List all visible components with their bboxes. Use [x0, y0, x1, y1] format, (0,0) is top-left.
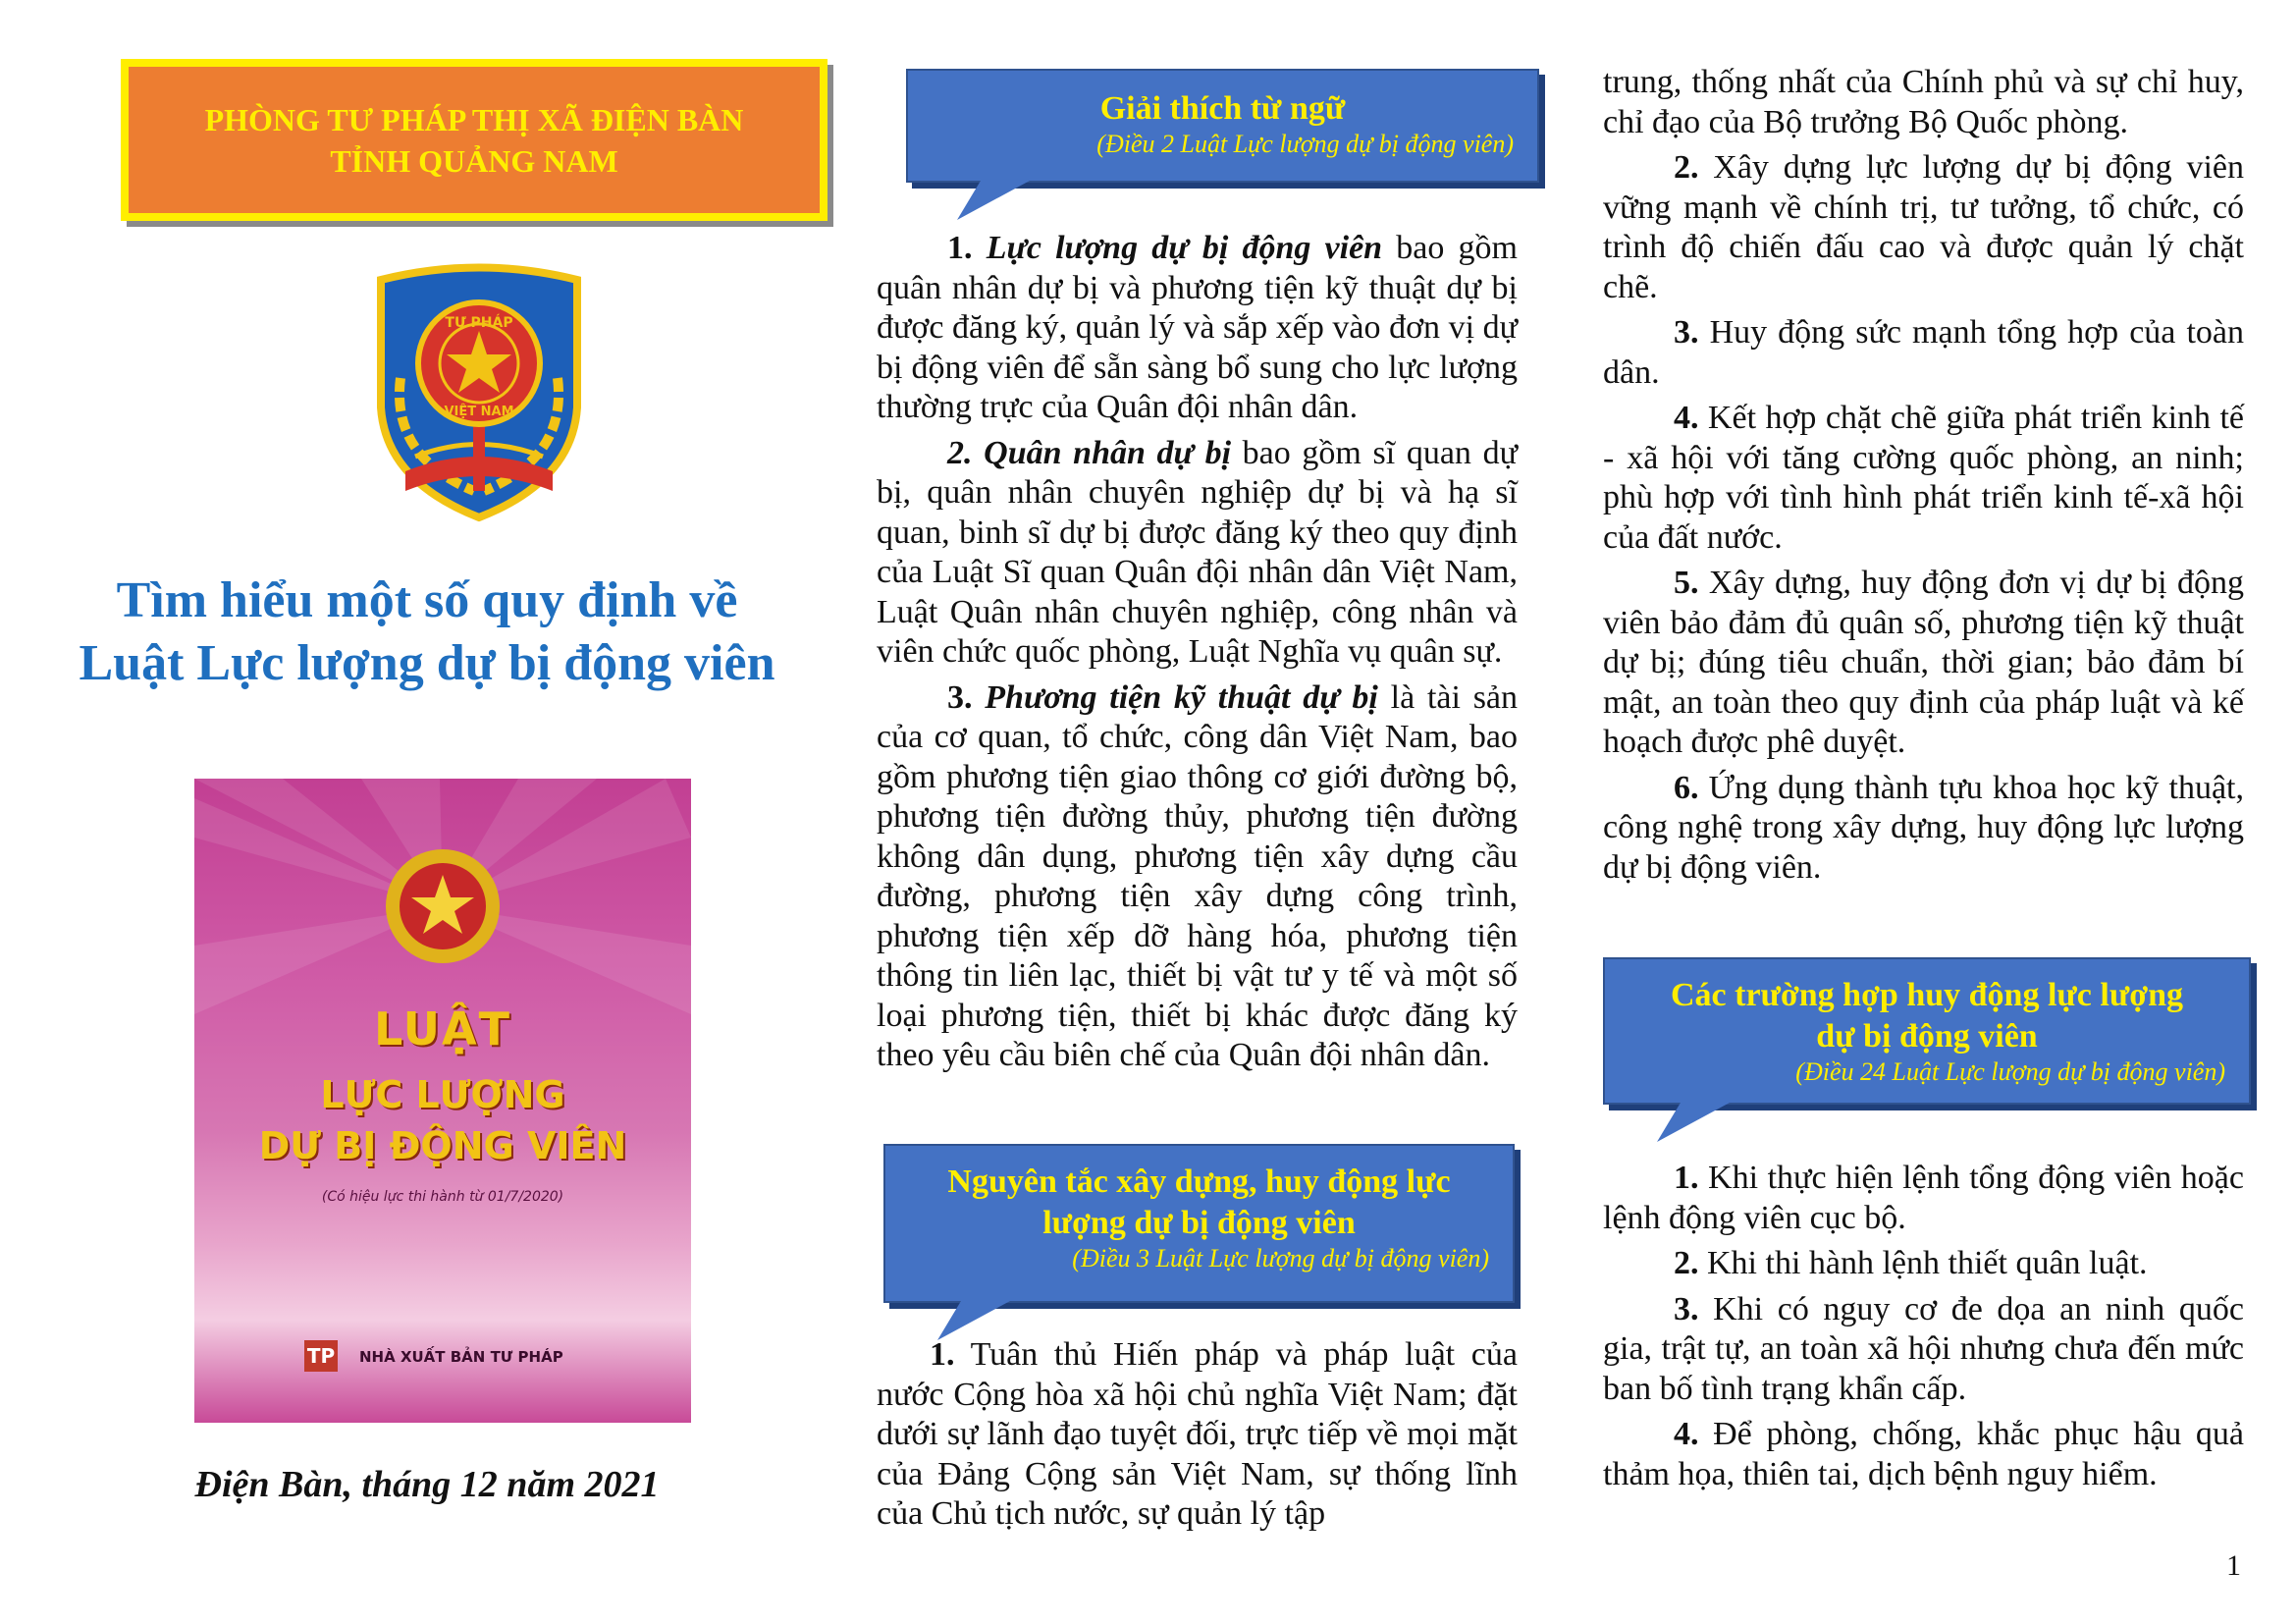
- definitions-text: [877, 229, 1518, 1082]
- section-heading-principles: [883, 1144, 1515, 1303]
- definition-item-1: 1. Lực lượng dự bị động viên bao gồm quân nhân dự bị và phương tiện kỹ thuật dự bị được đăng ký, quản lý và sắp xếp vào đơn vị dự bị động viên để sẵn sàng bổ sung cho lực lượng thường trực của Quân đội nhân dân.: [877, 230, 1518, 425]
- section-title-principles-1: Nguyên tắc xây dựng, huy động lực: [947, 1164, 1451, 1200]
- book-title-luc-luong: LỰC LƯỢNG: [320, 1073, 565, 1116]
- principles-text-continued: [1603, 63, 2244, 893]
- main-title: [29, 569, 825, 695]
- section-title-principles-2: lượng dự bị động viên: [1042, 1205, 1356, 1241]
- section-title-cases-1: Các trường hợp huy động lực lượng: [1670, 977, 2183, 1013]
- section-heading-cases: [1603, 957, 2251, 1105]
- book-effective-note: (Có hiệu lực thi hành từ 01/7/2020): [321, 1189, 564, 1205]
- callout-tail: [1657, 1103, 1735, 1144]
- case-item-2: 2. Khi thi hành lệnh thiết quân luật.: [1674, 1245, 2148, 1281]
- main-title-line-1: Tìm hiểu một số quy định về: [116, 572, 738, 628]
- publisher-logo: TP: [304, 1340, 338, 1372]
- main-title-line-2: Luật Lực lượng dự bị động viên: [79, 635, 775, 691]
- book-publisher: NHÀ XUẤT BẢN TƯ PHÁP: [359, 1348, 563, 1366]
- principle-item-1-continued: trung, thống nhất của Chính phủ và sự chỉ huy, chỉ đạo của Bộ trưởng Bộ Quốc phòng.: [1603, 64, 2244, 140]
- book-cover-image: [194, 779, 691, 1423]
- page-number: 1: [2226, 1549, 2241, 1582]
- principle-item-5: 5. Xây dựng, huy động đơn vị dự bị động viên bảo đảm đủ quân số, phương tiện kỹ thuật dự bị; đúng tiêu chuẩn, thời gian; bảo đảm bí mật, an toàn theo quy định của pháp luật và kế hoạch được phê duyệt.: [1603, 565, 2244, 760]
- callout-tail: [957, 181, 1036, 222]
- office-line-2: TỈNH QUẢNG NAM: [330, 142, 618, 179]
- definition-item-2: 2. Quân nhân dự bị bao gồm sĩ quan dự bị, quân nhân chuyên nghiệp dự bị và hạ sĩ quan, binh sĩ dự bị được đăng ký theo quy định của Luật Sĩ quan Quân đội nhân dân Việt Nam, Luật Quân nhân chuyên nghiệp, công nhân và viên chức quốc phòng, Luật Nghĩa vụ quân sự.: [877, 434, 1519, 670]
- principle-item-3: 3. Huy động sức mạnh tổng hợp của toàn dân.: [1603, 314, 2244, 391]
- section-ref-definitions: (Điều 2 Luật Lực lượng dự bị động viên): [1096, 130, 1514, 158]
- section-title-definitions: Giải thích từ ngữ: [1099, 90, 1346, 127]
- book-title-luat: LUẬT: [373, 1002, 511, 1056]
- principle-item-2: 2. Xây dựng lực lượng dự bị động viên vững mạnh về chính trị, tư tưởng, tổ chức, có trình độ chiến đấu cao và được quản lý chặt chẽ.: [1603, 149, 2244, 305]
- case-item-1: 1. Khi thực hiện lệnh tổng động viên hoặc lệnh động viên cục bộ.: [1603, 1160, 2244, 1236]
- case-item-3: 3. Khi có nguy cơ đe dọa an ninh quốc gia, trật tự, an toàn xã hội nhưng chưa đến mức ban bố tình trạng khẩn cấp.: [1603, 1290, 2244, 1407]
- section-title-cases-2: dự bị động viên: [1816, 1018, 2038, 1055]
- justice-emblem-logo: [361, 260, 597, 525]
- principle-item-1: 1. Tuân thủ Hiến pháp và pháp luật của nước Cộng hòa xã hội chủ nghĩa Việt Nam; đặt dưới sự lãnh đạo tuyệt đối, trực tiếp về mọi mặt của Đảng Cộng sản Việt Nam, sự thống lĩnh của Chủ tịch nước, sự quản lý tập: [877, 1336, 1518, 1532]
- definition-item-3: 3. Phương tiện kỹ thuật dự bị là tài sản của cơ quan, tổ chức, công dân Việt Nam, bao gồm phương tiện giao thông cơ giới đường bộ, phương tiện đường thủy, phương tiện đường không dân dụng, phương tiện xây dựng cầu đường, phương tiện xây dựng công trình, phương tiện xếp dỡ hàng hóa, phương tiện thông tin liên lạc, thiết bị vật tư y tế và một số loại phương tiện, thiết bị khác được đăng ký theo yêu cầu biên chế của Quân đội nhân dân.: [877, 678, 1519, 1073]
- cases-text: [1603, 1159, 2244, 1500]
- emblem-top-text: TƯ PHÁP: [445, 315, 513, 331]
- section-ref-cases: (Điều 24 Luật Lực lượng dự bị động viên): [1795, 1057, 2225, 1086]
- place-date: Điện Bàn, tháng 12 năm 2021: [194, 1464, 660, 1505]
- office-banner: [121, 59, 828, 221]
- principle-item-6: 6. Ứng dụng thành tựu khoa học kỹ thuật, công nghệ trong xây dựng, huy động lực lượng dự bị động viên.: [1603, 769, 2244, 886]
- office-banner-inner: [129, 67, 820, 213]
- section-ref-principles: (Điều 3 Luật Lực lượng dự bị động viên): [1072, 1244, 1489, 1272]
- book-title-du-bi: DỰ BỊ ĐỘNG VIÊN: [258, 1124, 627, 1167]
- principles-text-start: [877, 1335, 1518, 1541]
- emblem-bottom-text: VIỆT NAM: [444, 405, 514, 419]
- section-heading-definitions: [906, 69, 1539, 183]
- case-item-4: 4. Để phòng, chống, khắc phục hậu quả thảm họa, thiên tai, dịch bệnh nguy hiểm.: [1603, 1416, 2244, 1492]
- principle-item-4: 4. Kết hợp chặt chẽ giữa phát triển kinh tế - xã hội với tăng cường quốc phòng, an ninh; phù hợp với tình hình phát triển kinh tế-xã hội của đất nước.: [1603, 400, 2244, 556]
- office-line-1: PHÒNG TƯ PHÁP THỊ XÃ ĐIỆN BÀN: [204, 101, 744, 137]
